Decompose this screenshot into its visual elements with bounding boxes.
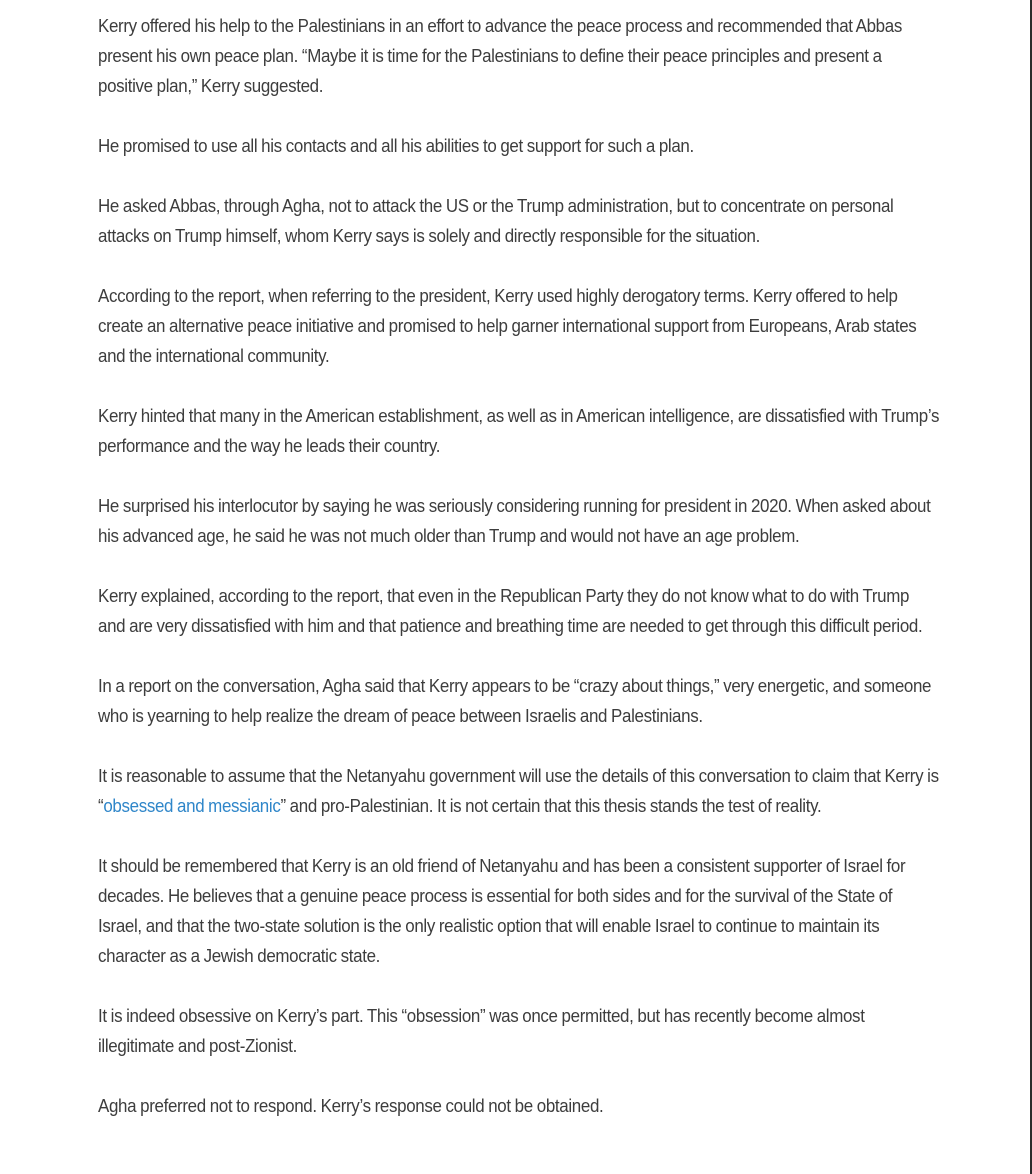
article-paragraph-2: He promised to use all his contacts and all his abilities to get support for such a plan.	[98, 136, 694, 156]
article-paragraph-8: In a report on the conversation, Agha said that Kerry appears to be “crazy about things,” very energetic, and someone who is yearning to help realize the dream of peace between Israelis and Palestinians.	[98, 676, 932, 726]
article-paragraph-12: Agha preferred not to respond. Kerry’s response could not be obtained.	[98, 1096, 604, 1116]
article-paragraph-10: It should be remembered that Kerry is an old friend of Netanyahu and has been a consistent supporter of Israel for decades. He believes that a genuine peace process is essential for both sides and for the survival of the State of Israel, and that the two-state solution is the only realistic option that will enable Israel to continue to maintain its character as a Jewish democratic state.	[98, 856, 906, 966]
paragraph-9-text-after: ” and pro-Palestinian. It is not certain that this thesis stands the test of reality.	[280, 796, 822, 816]
article-paragraph-3: He asked Abbas, through Agha, not to attack the US or the Trump administration, but to concentrate on personal attacks on Trump himself, whom Kerry says is solely and directly responsible for the situation.	[98, 196, 894, 246]
article-paragraph-6: He surprised his interlocutor by saying he was seriously considering running for president in 2020. When asked about his advanced age, he said he was not much older than Trump and would not have an age problem.	[98, 496, 931, 546]
article-paragraph-5: Kerry hinted that many in the American establishment, as well as in American intelligence, are dissatisfied with Trump’s performance and the way he leads their country.	[98, 406, 940, 456]
article-paragraph-9	[98, 761, 940, 821]
article-paragraph-7: Kerry explained, according to the report, that even in the Republican Party they do not know what to do with Trump and are very dissatisfied with him and that patience and breathing time are needed to get through this difficult period.	[98, 586, 923, 636]
paragraph-9-text-before: It is reasonable to assume that the Netanyahu government will use the details of this conversation to claim that Kerry is “	[98, 766, 939, 816]
article-body	[98, 11, 940, 1121]
article-paragraph-1: Kerry offered his help to the Palestinians in an effort to advance the peace process and recommended that Abbas present his own peace plan. “Maybe it is time for the Palestinians to define their peace principles and present a positive plan,” Kerry suggested.	[98, 16, 902, 96]
article-paragraph-11: It is indeed obsessive on Kerry’s part. This “obsession” was once permitted, but has recently become almost illegitimate and post-Zionist.	[98, 1006, 865, 1056]
article-paragraph-4: According to the report, when referring to the president, Kerry used highly derogatory terms. Kerry offered to help create an alternative peace initiative and promised to help garner international support from Europeans, Arab states and the international community.	[98, 286, 917, 366]
obsessed-and-messianic-link[interactable]: obsessed and messianic	[103, 796, 281, 816]
